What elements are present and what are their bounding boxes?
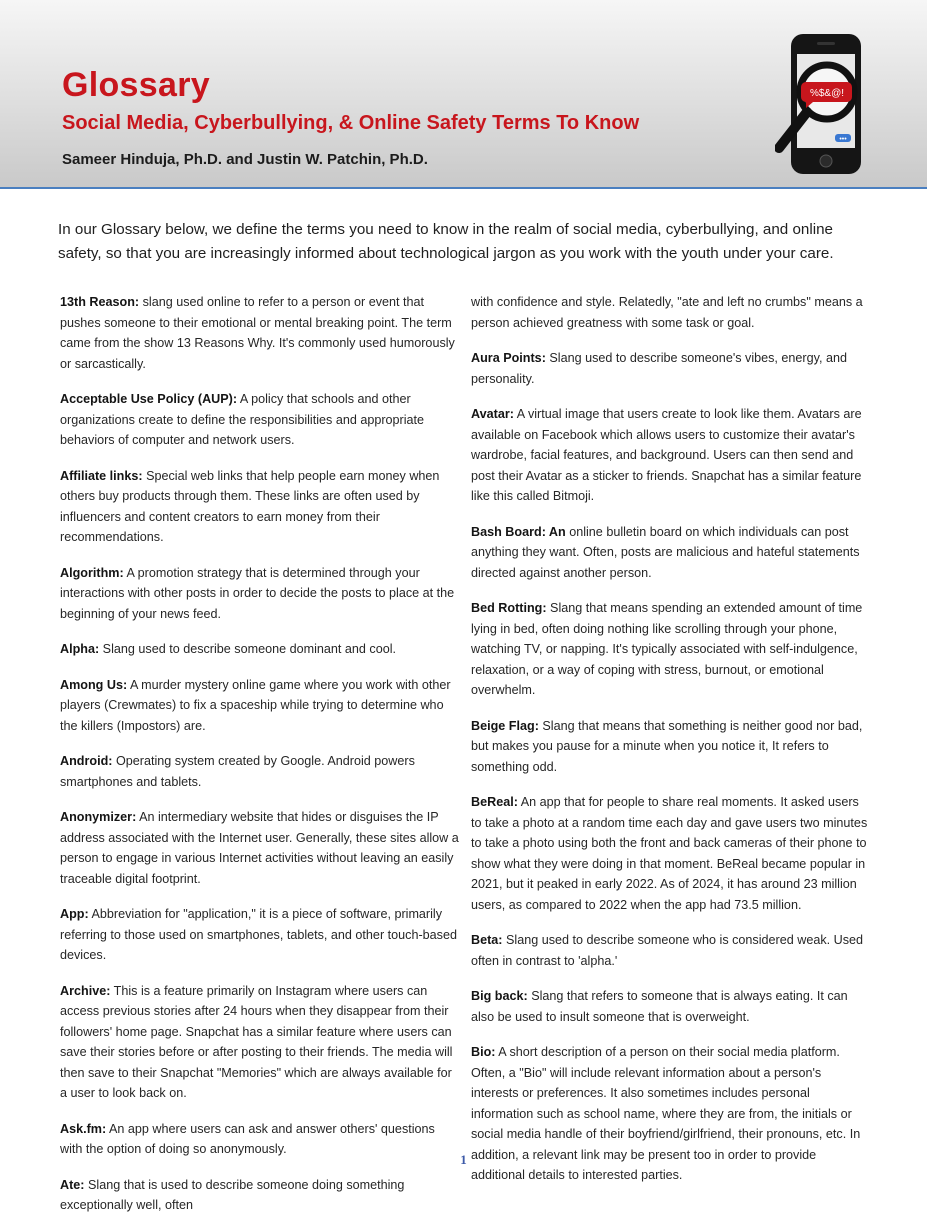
intro-paragraph: In our Glossary below, we define the terms you need to know in the realm of social media, cyberbullying, and online safety, so that you are increasingly informed about technological jargon as you work with the youth under your care.: [58, 221, 834, 262]
page-subtitle: Social Media, Cyberbullying, & Online Safety Terms To Know: [62, 112, 640, 134]
glossary-definition: Slang that is used to describe someone doing something exceptionally well, often: [60, 1177, 405, 1212]
glossary-definition: Slang that means that something is neither good nor bad, but makes you pause for a minute when you notice it, It refers to something odd.: [471, 718, 863, 774]
glossary-term: Alpha: [60, 642, 95, 656]
glossary-term-separator: :: [80, 1177, 85, 1192]
glossary-term-separator: :: [132, 810, 137, 824]
page-title: Glossary: [62, 66, 210, 104]
glossary-term-separator: :: [491, 1045, 496, 1059]
glossary-definition: Special web links that help people earn money when others buy products through them. These links are often used by influencers and content creators to earn money from their recommendations.: [60, 468, 440, 544]
glossary-definition: An app that for people to share real moments. It asked users to take a photo at a random time each day and gave users two minutes to take a photo using both the front and back cameras of their phone to show what they were doing in that moment. BeReal became popular in 2021, but it peaked in early 2022. As of 2024, it has around 23 million users, as compared to 2022 when the app had 73.5 million.: [471, 795, 868, 912]
glossary-definition: Slang used to describe someone who is considered weak. Used often in contrast to 'alpha.': [471, 933, 864, 968]
glossary-definition: Abbreviation for "application," it is a piece of software, primarily referring to those used on smartphones, tablets, and other touch-based devices.: [60, 907, 457, 962]
glossary-term: BeReal: [471, 795, 514, 809]
glossary-term: Algorithm: [60, 565, 120, 580]
glossary-entry: [60, 563, 460, 625]
glossary-entry: [471, 598, 871, 701]
glossary-term: Acceptable Use Policy (AUP): [60, 392, 233, 406]
glossary-term-separator: :: [108, 754, 113, 768]
phone-magnifier-illustration: [775, 30, 895, 180]
glossary-term-separator: :: [498, 933, 503, 947]
glossary-term-separator: :: [542, 601, 547, 615]
glossary-definition: A policy that schools and other organizations create to define the responsibilities and appropriate behaviors of computer and network users.: [60, 392, 425, 447]
glossary-term: Bed Rotting: [471, 601, 543, 615]
glossary-term: Ate: [60, 1177, 81, 1192]
glossary-term: Bash Board: [471, 524, 542, 539]
glossary-entry: [60, 904, 460, 966]
glossary-term: Anonymizer: [60, 810, 133, 824]
glossary-term-separator: :: [106, 983, 111, 998]
glossary-definition: A short description of a person on their social media platform. Often, a "Bio" will include relevant information about a person's interests or preferences. It also sometimes includes personal information such as school name, where they are from, the initials or social media handle of their boyfriend/girlfriend, their pronouns, etc. In addition, a relevant link may be present too in order to provide additional details to interested parties.: [471, 1045, 861, 1182]
glossary-term: Ask.fm: [60, 1121, 102, 1136]
glossary-left-column: [60, 292, 460, 1231]
glossary-term-separator: :: [534, 718, 539, 733]
glossary-term: Big back: [471, 989, 524, 1003]
glossary-entry: [471, 348, 871, 389]
glossary-definition: Slang that refers to someone that is always eating. It can also be used to insult someone that is overweight.: [471, 989, 848, 1024]
glossary-term-separator: :: [138, 468, 143, 483]
glossary-right-column: [471, 292, 871, 1201]
glossary-entry: [60, 751, 460, 792]
glossary-definition: A murder mystery online game where you work with other players (Crewmates) to fix a spaceship while trying to determine who the killers (Impostors) are.: [60, 677, 451, 733]
glossary-entry: [60, 675, 460, 737]
page-number: 1: [460, 1152, 467, 1167]
glossary-term-separator: :: [84, 907, 89, 921]
glossary-entry: [60, 1175, 460, 1216]
authors-line: Sameer Hinduja, Ph.D. and Justin W. Patchin, Ph.D.: [62, 151, 428, 168]
glossary-term: Among Us: [60, 677, 123, 692]
glossary-definition: This is a feature primarily on Instagram where users can access previous stories after 24 hours when they disappear from their followers' home page. Snapchat has a similar feature where users can save their stories before or after posting to their friends. The media will then save to their Snapchat "Memories" which are always available for a user to look back on.: [60, 983, 453, 1100]
glossary-term: App: [60, 907, 85, 921]
glossary-definition: An app where users can ask and answer others' questions with the option of doing so anonymously.: [60, 1121, 435, 1156]
glossary-entry: [471, 404, 871, 507]
glossary-term-separator: :: [509, 407, 514, 421]
glossary-entry: [60, 639, 460, 660]
glossary-term-separator: :: [513, 795, 518, 809]
glossary-term-separator: :: [541, 351, 546, 365]
glossary-term: Archive: [60, 983, 107, 998]
glossary-term-separator: :: [94, 642, 100, 656]
glossary-entry: [60, 807, 460, 889]
glossary-definition: online bulletin board on which individuals can post anything they want. Often, posts are malicious and hateful statements directed against another person.: [471, 524, 860, 580]
glossary-entry: [60, 466, 460, 548]
glossary-entry: [471, 716, 871, 778]
glossary-term-separator: :: [122, 677, 128, 692]
glossary-term-separator: :: [232, 392, 238, 406]
glossary-term: Beige Flag: [471, 718, 535, 733]
glossary-term-separator: :: [134, 295, 140, 309]
glossary-definition: Operating system created by Google. Android powers smartphones and tablets.: [60, 754, 415, 789]
glossary-definition: slang used online to refer to a person or event that pushes someone to their emotional or mental breaking point. The term came from the show 13 Reasons Why. It's commonly used humorously or sarcastically.: [60, 295, 455, 371]
glossary-term-separator: : An: [541, 524, 566, 539]
glossary-term: Beta: [471, 933, 499, 947]
glossary-entry: [471, 986, 871, 1027]
phone-speaker: [817, 42, 835, 45]
glossary-definition: An intermediary website that hides or disguises the IP address associated with the Internet user. Generally, these sites allow a person to engage in various Internet activities without leaving an easily traceable digital footprint.: [60, 810, 459, 886]
glossary-definition: A promotion strategy that is determined through your interactions with other posts in order to decide the posts to place at the beginning of your news feed.: [60, 565, 455, 621]
glossary-term-separator: :: [119, 565, 124, 580]
glossary-term: 13th Reason: [60, 295, 135, 309]
glossary-definition: Slang used to describe someone dominant and cool.: [99, 642, 397, 656]
glossary-entry: [60, 981, 460, 1104]
typing-bubble-text: •••: [839, 136, 847, 143]
phone-home-button: [820, 155, 832, 167]
glossary-entry: [60, 389, 460, 451]
glossary-entry: [471, 930, 871, 971]
speech-bubble-text: %$&@!: [809, 88, 845, 99]
glossary-term: Affiliate links: [60, 468, 139, 483]
page-header: [0, 0, 927, 189]
glossary-term: Android: [60, 754, 109, 768]
glossary-entry: [471, 792, 871, 915]
glossary-definition: Slang used to describe someone's vibes, energy, and personality.: [471, 351, 847, 386]
continued-definition: with confidence and style. Relatedly, "ate and left no crumbs" means a person achieved greatness with some task or goal.: [471, 295, 863, 330]
glossary-term-separator: :: [523, 989, 528, 1003]
glossary-term: Bio: [471, 1045, 492, 1059]
glossary-entry: [471, 522, 871, 584]
glossary-term-separator: :: [102, 1121, 107, 1136]
glossary-definition: A virtual image that users create to look like them. Avatars are available on Facebook which allows users to customize their avatar's wardrobe, facial features, and background. Users can then send and post their Avatar as a sticker to friends. Snapchat has a similar feature like this called Bitmoji.: [471, 407, 862, 503]
glossary-term: Avatar: [471, 407, 510, 421]
glossary-term: Aura Points: [471, 351, 542, 365]
glossary-definition: Slang that means spending an extended amount of time lying in bed, often doing nothing like scrolling through your phone, watching TV, or napping. It's typically associated with self-indulgence, relaxation, or a way of coping with stress, burnout, or emotional overwhelm.: [471, 601, 863, 697]
glossary-entry: [60, 292, 460, 374]
